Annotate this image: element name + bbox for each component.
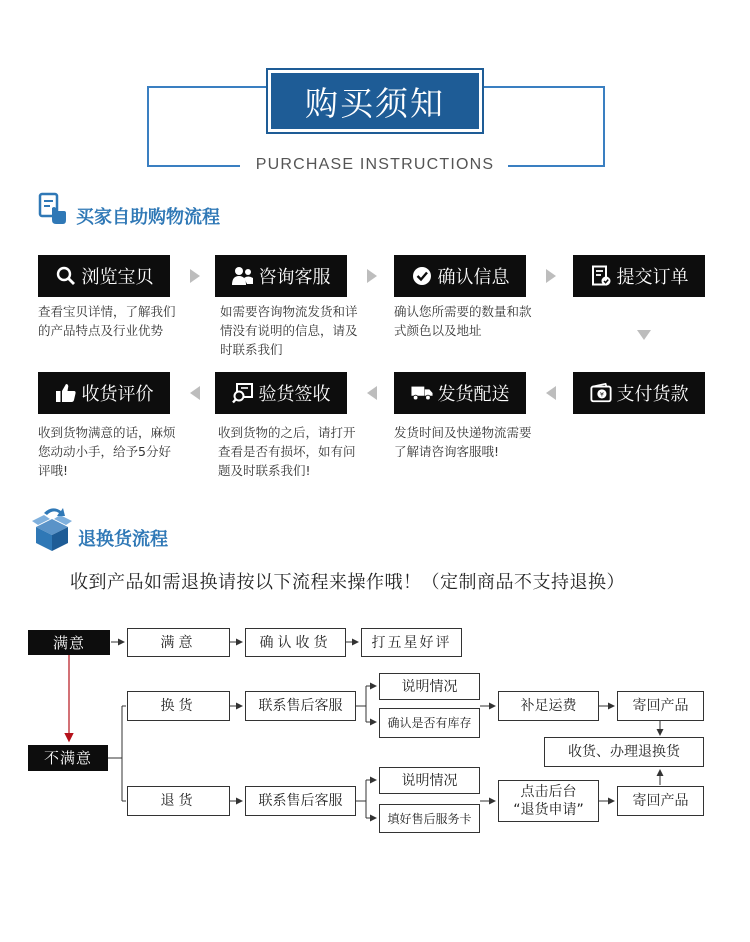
flow-send-back-product: 寄回产品 bbox=[617, 691, 704, 721]
step-desc: 如需要咨询物流发货和详情没有说明的信息，请及时联系我们 bbox=[220, 304, 358, 357]
step-label: 验货签收 bbox=[258, 384, 331, 405]
flow-explain-situation: 说明情况 bbox=[379, 673, 480, 700]
flow-return: 退货 bbox=[127, 786, 230, 816]
flow-five-star-review: 打五星好评 bbox=[361, 628, 462, 657]
page-subtitle: PURCHASE INSTRUCTIONS bbox=[255, 156, 495, 173]
flow-click-backend bbox=[498, 780, 599, 822]
step-label: 发货配送 bbox=[437, 384, 510, 405]
section-title-returns: 退换货流程 bbox=[78, 529, 168, 550]
step-label: 浏览宝贝 bbox=[81, 267, 154, 288]
flow-click-backend-line2: “退货申请” bbox=[513, 802, 584, 818]
section-title-shopping: 买家自助购物流程 bbox=[76, 207, 220, 228]
step-desc: 查看宝贝详情，了解我们的产品特点及行业优势 bbox=[38, 304, 176, 338]
flow-receive-and-process: 收货、办理退换货 bbox=[544, 737, 704, 767]
flow-send-back-product: 寄回产品 bbox=[617, 786, 704, 816]
flow-check-stock: 确认是否有库存 bbox=[379, 708, 480, 738]
step-desc: 确认您所需要的数量和款式颜色以及地址 bbox=[394, 304, 532, 338]
step-label: 收货评价 bbox=[81, 384, 154, 405]
flow-unsatisfied: 不满意 bbox=[28, 745, 108, 771]
flow-explain-situation: 说明情况 bbox=[379, 767, 480, 794]
flow-confirm-receipt: 确认收货 bbox=[245, 628, 346, 657]
step-desc: 收到货物的之后，请打开查看是否有损坏，如有问题及时联系我们! bbox=[218, 425, 356, 478]
return-notice: 收到产品如需退换请按以下流程来操作哦！（定制商品不支持退换） bbox=[70, 572, 625, 593]
flow-contact-service: 联系售后客服 bbox=[245, 691, 356, 721]
flow-pay-shipping: 补足运费 bbox=[498, 691, 599, 721]
step-label: 提交订单 bbox=[616, 267, 689, 288]
flow-satisfied-box: 满意 bbox=[127, 628, 230, 657]
step-desc: 发货时间及快递物流需要了解请咨询客服哦! bbox=[394, 425, 532, 459]
flow-click-backend-line1: 点击后台 bbox=[520, 784, 577, 800]
flow-satisfied: 满意 bbox=[28, 630, 110, 655]
flow-exchange: 换货 bbox=[127, 691, 230, 721]
step-label: 确认信息 bbox=[437, 267, 510, 288]
step-label: 咨询客服 bbox=[258, 267, 331, 288]
flow-fill-service-card: 填好售后服务卡 bbox=[379, 804, 480, 833]
svg-text:¥: ¥ bbox=[599, 390, 604, 399]
step-label: 支付货款 bbox=[616, 384, 689, 405]
step-desc: 收到货物满意的话，麻烦您动动小手，给予5分好评哦! bbox=[38, 425, 176, 478]
flow-contact-service: 联系售后客服 bbox=[245, 786, 356, 816]
page-title: 购买须知 bbox=[268, 70, 482, 132]
